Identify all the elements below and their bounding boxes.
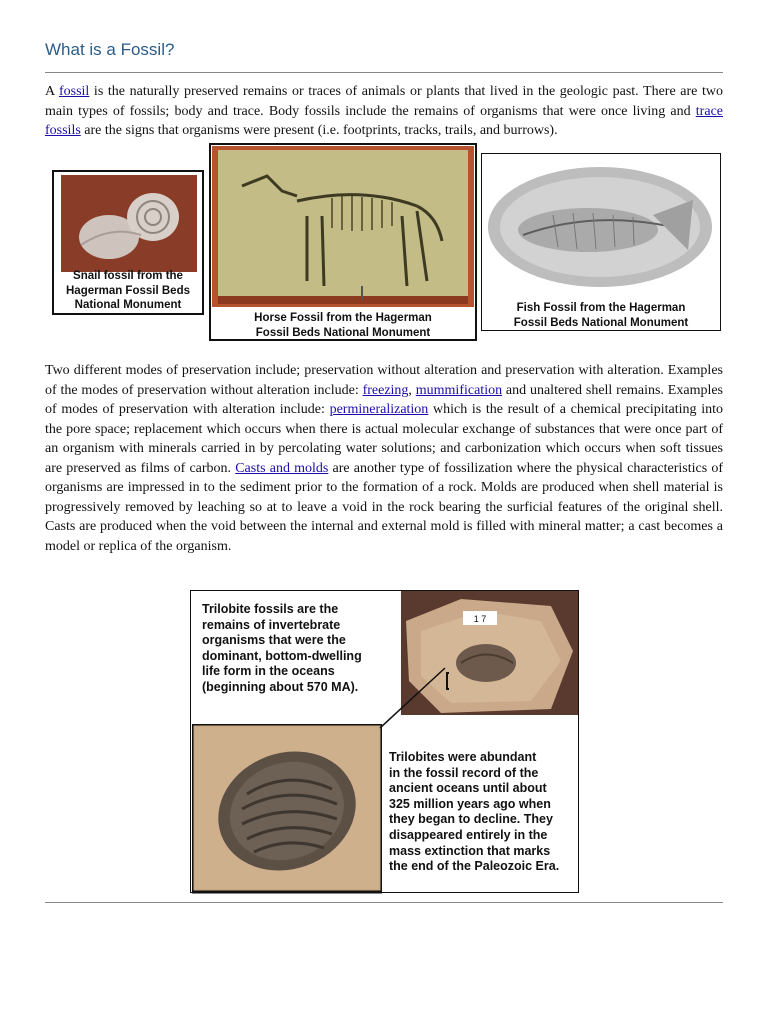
trilobite-top-line-4: dominant, bottom-dwelling (202, 648, 362, 663)
snail-fossil-image (61, 175, 197, 272)
intro-text-2: are the signs that organisms were present (i.e. footprints, tracks, trails, and burrows). (80, 123, 558, 138)
snail-fossil-figure (52, 170, 204, 315)
preservation-paragraph (45, 361, 723, 556)
trilobite-text-bottom (389, 750, 559, 875)
link-fossil[interactable]: fossil (58, 84, 90, 99)
fish-caption-line-1: Fish Fossil from the Hagerman (516, 302, 686, 314)
connector-line (375, 663, 455, 733)
specimen-label: 1 7 (473, 614, 487, 624)
body-text-5: are another type of fossilization where the physical characteristics of organisms are impressed in to the sediment prior to the formation of a rock. Molds are produced when shell material is progressively removed by leaching so at to leave a void in the rock bearing the surficial features of the original shell. Casts are produced when the void between the internal and external mold is filled with mineral matter; a cast becomes a model or replica of the organism. (45, 460, 723, 554)
trilobite-bottom-line-8: the end of the Paleozoic Era. (389, 859, 560, 874)
snail-caption-line-1: Snail fossil from the (73, 270, 183, 282)
link-trace-fossils[interactable]: trace fossils (45, 103, 723, 138)
intro-text-1: is the naturally preserved remains or traces of animals or plants that lived in the geologic past. There are two main types of fossils; body and trace. Body fossils include the remains of organisms that were once living and (45, 84, 724, 119)
link-permineralization[interactable]: permineralization (329, 402, 429, 417)
body-text-1: Two different modes of preservation include; preservation without alteration and preservation with alteration. Examples of the modes of preservation without alteration include: (45, 363, 723, 398)
trilobite-bottom-line-4: 325 million years ago when (389, 796, 551, 811)
trilobite-figure (190, 590, 579, 893)
fish-fossil-image (483, 155, 719, 295)
trilobite-top-line-5: life form in the oceans (202, 664, 335, 679)
trilobite-top-line-6: (beginning about 570 MA). (202, 679, 359, 694)
intro-text-prefix: A (45, 84, 59, 99)
link-casts-and-molds[interactable]: Casts and molds (235, 460, 329, 476)
snail-caption-line-2: Hagerman Fossil Beds (66, 284, 190, 297)
snail-caption-line-3: National Monument (74, 299, 182, 311)
page-title: What is a Fossil? (45, 40, 175, 59)
trilobite-bottom-line-1: Trilobites were abundant (389, 750, 537, 764)
horse-caption-line-1: Horse Fossil from the Hagerman (254, 312, 432, 324)
fish-caption-line-2: Fossil Beds National Monument (513, 316, 689, 329)
trilobite-top-line-1: Trilobite fossils are the (202, 602, 339, 616)
trilobite-bottom-line-7: mass extinction that marks (389, 843, 551, 858)
link-freezing[interactable]: freezing (362, 382, 409, 398)
fish-fossil-figure (481, 153, 721, 331)
body-text-3: and unaltered shell remains. Examples of modes of preservation with alteration include: (45, 382, 724, 417)
link-mummification[interactable]: mummification (415, 382, 503, 398)
trilobite-bottom-line-3: ancient oceans until about (389, 781, 547, 796)
trilobite-top-line-2: remains of invertebrate (202, 617, 341, 632)
intro-paragraph (45, 82, 723, 141)
horse-fossil-figure (209, 143, 477, 341)
body-text-2: , (408, 382, 416, 398)
trilobite-closeup-photo (192, 724, 382, 894)
trilobite-text-top (202, 602, 362, 696)
horse-fossil-image (212, 146, 474, 307)
trilobite-bottom-line-5: they began to decline. They (389, 812, 553, 827)
trilobite-bottom-line-2: in the fossil record of the (389, 765, 539, 780)
body-text-4: which is the result of a chemical precipitating into the pore space; replacement which occurs when there is actual molecular exchange of substances that were once part of an organism with minerals carried in by percolating water solutions; and carbonization which occurs when soft tissues are preserved as films of carbon. (45, 402, 723, 476)
title-divider (45, 72, 723, 73)
horse-caption-line-2: Fossil Beds National Monument (255, 326, 431, 339)
bottom-divider (45, 902, 723, 903)
trilobite-top-line-3: organisms that were the (202, 633, 346, 648)
trilobite-bottom-line-6: disappeared entirely in the (389, 827, 548, 842)
